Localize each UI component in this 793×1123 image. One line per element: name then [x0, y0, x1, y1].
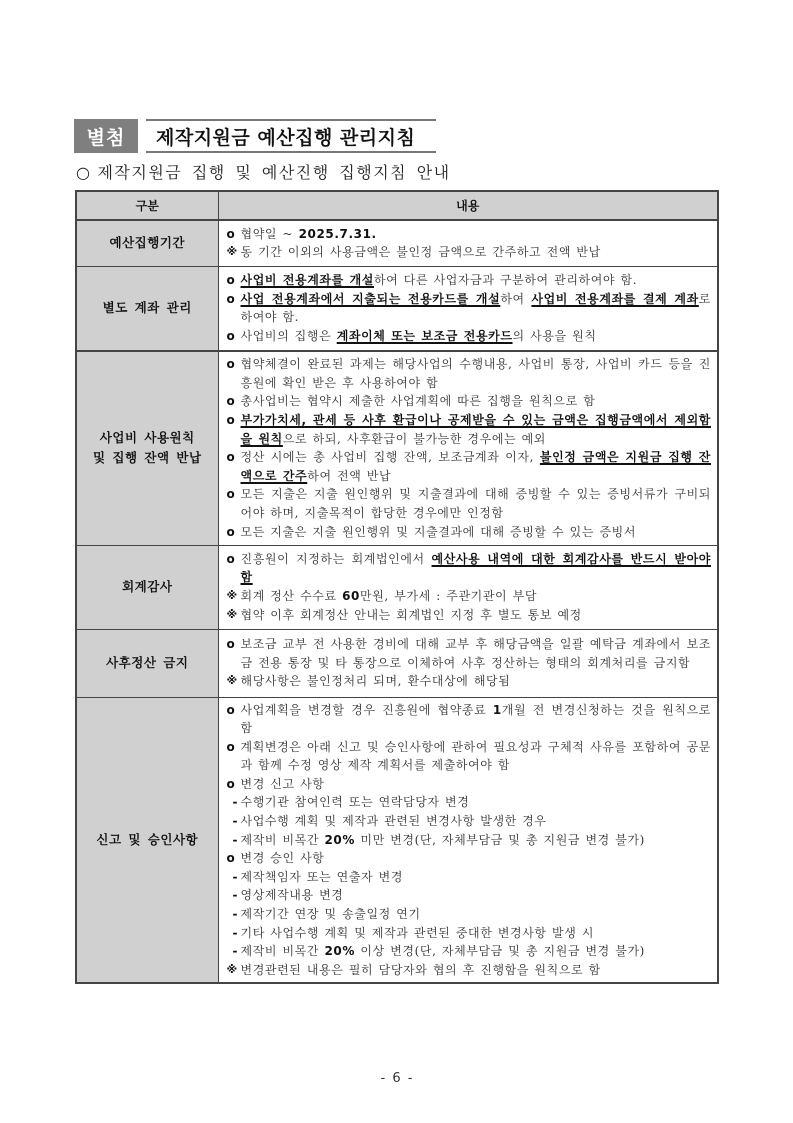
- bullet-icon: o: [226, 739, 236, 754]
- bullet-icon: o: [226, 487, 236, 502]
- list-item: o 변경 승인 사항: [227, 849, 712, 868]
- dash-icon: -: [232, 925, 239, 940]
- list-item: o 변경 신고 사항: [227, 775, 712, 794]
- column-header-content: 내용: [218, 191, 718, 220]
- note-icon: ※: [226, 674, 238, 688]
- row-content: [218, 629, 718, 697]
- sub-item: - 사업수행 계획 및 제작과 관련된 변경사항 발생한 경우: [227, 812, 712, 831]
- dash-icon: -: [232, 869, 239, 884]
- note-icon: ※: [226, 607, 238, 621]
- table-row: [76, 697, 718, 983]
- guideline-table: [75, 190, 719, 984]
- row-content: [218, 266, 718, 351]
- list-item: o 사업계획을 변경할 경우 진흥원에 협약종료 1개월 전 변경신청하는 것을 원칙으로 함: [227, 701, 712, 738]
- appendix-title: [74, 119, 436, 153]
- sub-item: - 기타 사업수행 계획 및 제작과 관련된 중대한 변경사항 발생 시: [227, 924, 712, 943]
- row-label: 별도 계좌 관리: [76, 266, 218, 351]
- document-title: 제작지원금 예산집행 관리지침: [146, 119, 436, 153]
- list-item: o 진흥원이 지정하는 회계법인에서 예산사용 내역에 대한 회계감사를 반드시 받아야 함: [227, 550, 712, 587]
- note-item: ※ 동 기간 이외의 사용금액은 불인정 금액으로 간주하고 전액 반납: [227, 243, 712, 262]
- list-item: o 사업비 전용계좌를 개설하여 다른 사업자금과 구분하여 관리하여야 함.: [227, 271, 712, 290]
- row-label: 회계감사: [76, 545, 218, 629]
- subtitle-text: 제작지원금 집행 및 예산진행 집행지침 안내: [97, 163, 451, 182]
- row-label: 사후정산 금지: [76, 629, 218, 697]
- table-row: [76, 266, 718, 351]
- circle-bullet-icon: ○: [76, 163, 92, 182]
- column-header-category: 구분: [76, 191, 218, 220]
- list-item: o 보조금 교부 전 사용한 경비에 대해 교부 후 해당금액을 일괄 예탁금 계좌에서 보조금 전용 통장 및 타 통장으로 이체하여 사후 정산하는 형태의 회계처리를 금지함: [227, 635, 712, 672]
- list-item: o 모든 지출은 지출 원인행위 및 지출결과에 대해 증빙할 수 있는 증빙서류가 구비되어야 하며, 지출목적이 합당한 경우에만 인정함: [227, 485, 712, 522]
- bullet-icon: o: [226, 226, 236, 241]
- bullet-icon: o: [226, 291, 236, 306]
- note-item: ※ 협약 이후 회계정산 안내는 회계법인 지정 후 별도 통보 예정: [227, 606, 712, 625]
- bullet-icon: o: [226, 851, 236, 866]
- bullet-icon: o: [226, 273, 236, 288]
- note-icon: ※: [226, 245, 238, 259]
- bullet-icon: o: [226, 394, 236, 409]
- dash-icon: -: [232, 907, 239, 922]
- list-item: o 사업비의 집행은 계좌이체 또는 보조금 전용카드의 사용을 원칙: [227, 327, 712, 346]
- row-label: 예산집행기간: [76, 220, 218, 266]
- bullet-icon: o: [226, 702, 236, 717]
- dash-icon: -: [232, 795, 239, 810]
- bullet-icon: o: [226, 328, 236, 343]
- dash-icon: -: [232, 944, 239, 959]
- list-item: o 계획변경은 아래 신고 및 승인사항에 관하여 필요성과 구체적 사유를 포함하여 공문과 함께 수정 영상 제작 계획서를 제출하여야 함: [227, 738, 712, 775]
- note-item: ※ 해당사항은 불인정처리 되며, 환수대상에 해당됨: [227, 672, 712, 691]
- list-item: o 모든 지출은 지출 원인행위 및 지출결과에 대해 증빙할 수 있는 증빙서: [227, 523, 712, 542]
- section-subtitle: [76, 160, 451, 183]
- appendix-badge: 별첨: [74, 119, 138, 153]
- bullet-icon: o: [226, 776, 236, 791]
- row-label: 신고 및 승인사항: [76, 697, 218, 983]
- list-item: o 부가가치세, 관세 등 사후 환급이나 공제받을 수 있는 금액은 집행금액에서 제외함을 원칙으로 하되, 사후환급이 불가능한 경우에는 예외: [227, 411, 712, 448]
- row-content: [218, 351, 718, 545]
- sub-item: - 영상제작내용 변경: [227, 886, 712, 905]
- sub-item: - 제작기간 연장 및 송출일정 연기: [227, 905, 712, 924]
- note-icon: ※: [226, 962, 238, 976]
- sub-item: - 제작책임자 또는 연출자 변경: [227, 868, 712, 887]
- list-item: o 정산 시에는 총 사업비 집행 잔액, 보조금계좌 이자, 불인정 금액은 지원금 집행 잔액으로 간주하여 전액 반납: [227, 448, 712, 485]
- table-row: [76, 351, 718, 545]
- note-item: ※ 회계 정산 수수료 60만원, 부가세 : 주관기관이 부담: [227, 587, 712, 606]
- bullet-icon: o: [226, 551, 236, 566]
- bullet-icon: o: [226, 357, 236, 372]
- sub-item: - 제작비 비목간 20% 미만 변경(단, 자체부담금 및 총 지원금 변경 불가): [227, 831, 712, 850]
- list-item: o 협약체결이 완료된 과제는 해당사업의 수행내용, 사업비 통장, 사업비 카드 등을 진흥원에 확인 받은 후 사용하여야 함: [227, 355, 712, 392]
- row-label: 사업비 사용원칙 및 집행 잔액 반납: [76, 351, 218, 545]
- bullet-icon: o: [226, 637, 236, 652]
- note-icon: ※: [226, 589, 238, 602]
- row-content: [218, 697, 718, 983]
- row-content: [218, 545, 718, 629]
- list-item: o 총사업비는 협약시 제출한 사업계획에 따른 집행을 원칙으로 함: [227, 392, 712, 411]
- list-item: o 사업 전용계좌에서 지출되는 전용카드를 개설하여 사업비 전용계좌를 결제 계좌로 하여야 함.: [227, 290, 712, 327]
- note-item: ※ 변경관련된 내용은 필히 담당자와 협의 후 진행함을 원칙으로 함: [227, 961, 712, 980]
- dash-icon: -: [232, 832, 239, 847]
- bullet-icon: o: [226, 450, 236, 465]
- table-row: [76, 545, 718, 629]
- row-content: [218, 220, 718, 266]
- page-number: - 6 -: [380, 1071, 413, 1086]
- bullet-icon: o: [226, 524, 236, 539]
- bullet-icon: o: [226, 413, 236, 428]
- table-row: [76, 629, 718, 697]
- table-header-row: [76, 191, 718, 220]
- sub-item: - 수행기관 참여인력 또는 연락담당자 변경: [227, 793, 712, 812]
- dash-icon: -: [232, 814, 239, 829]
- list-item: o 협약일 ~ 2025.7.31.: [227, 225, 712, 244]
- sub-item: - 제작비 비목간 20% 이상 변경(단, 자체부담금 및 총 지원금 변경 불가): [227, 942, 712, 961]
- dash-icon: -: [232, 888, 239, 903]
- table-row: [76, 220, 718, 266]
